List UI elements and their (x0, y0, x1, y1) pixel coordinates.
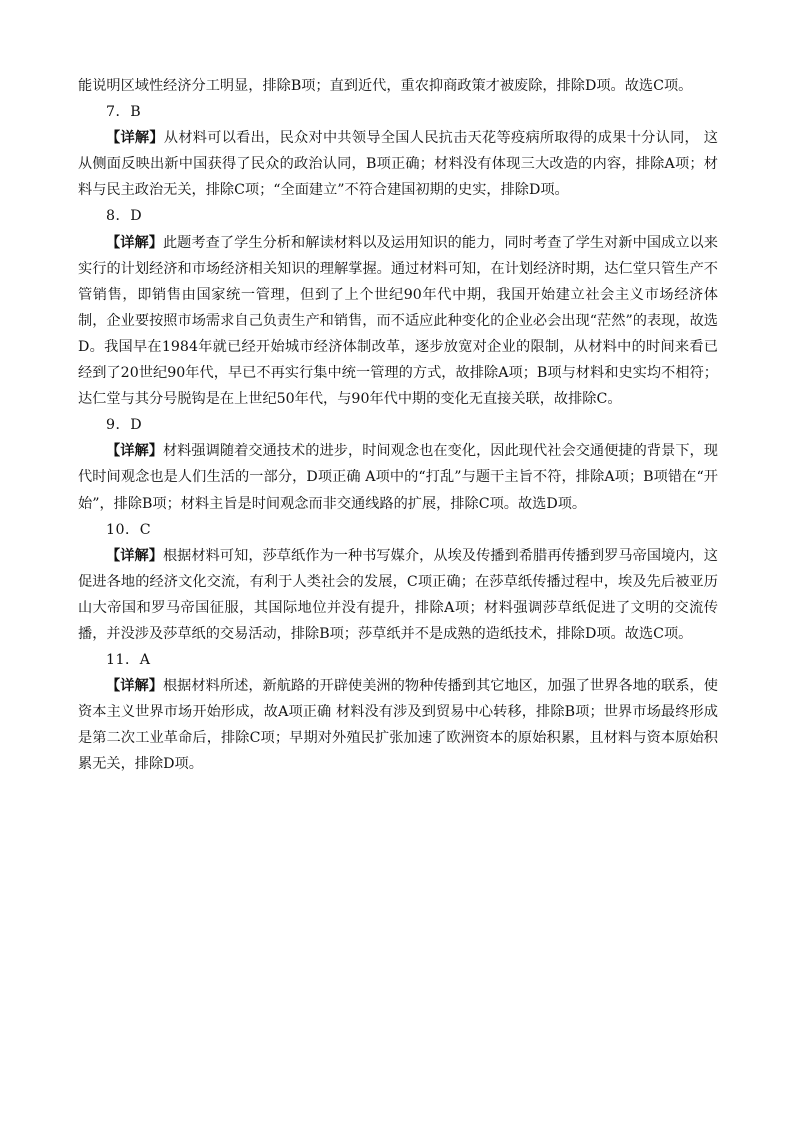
question-11-text: 根据材料所述，新航路的开辟使美洲的物种传播到其它地区，加强了世界各地的联系，使资本主义世界市场开始形成，故A项正确 材料没有涉及到贸易中心转移，排除B项；世界市场最终形成是第二次工业革命后，排除C项；早期对外殖民扩张加速了欧洲资本的原始积累，且材料与资本原始积累无关，排除D项。 (78, 678, 718, 773)
detail-tag: 【详解】 (106, 547, 163, 564)
intro-paragraph (78, 73, 718, 99)
question-7-text: 从材料可以看出，民众对中共领导全国人民抗击天花等疫病所取得的成果十分认同， 这从侧面反映出新中国获得了民众的政治认同，B项正确；材料没有体现三大改造的内容，排除A项；材料与民主政治无关，排除C项；“全面建立”不符合建国初期的史实，排除D项。 (78, 130, 718, 199)
question-8-explanation (78, 230, 718, 413)
detail-tag: 【详解】 (106, 443, 163, 460)
question-11-explanation (78, 673, 718, 777)
question-7-answer: 7．B (106, 104, 142, 121)
detail-tag: 【详解】 (106, 678, 163, 695)
question-9-text: 材料强调随着交通技术的进步，时间观念也在变化，因此现代社会交通便捷的背景下，现代时间观念也是人们生活的一部分，D项正确 A项中的“打乱”与题干主旨不符，排除A项；B项错在“开始”，排除B项；材料主旨是时间观念而非交通线路的扩展，排除C项。故选D项。 (78, 443, 718, 512)
question-9-explanation (78, 438, 718, 516)
question-8-answer: 8．D (106, 208, 143, 225)
question-10-answer: 10．C (106, 521, 152, 538)
question-9-answer: 9．D (106, 417, 143, 434)
detail-tag: 【详解】 (106, 234, 163, 251)
question-10-explanation (78, 543, 718, 647)
question-10-text: 根据材料可知，莎草纸作为一种书写媒介，从埃及传播到希腊再传播到罗马帝国境内，这促进各地的经济文化交流，有利于人类社会的发展，C项正确；在莎草纸传播过程中，埃及先后被亚历山大帝国和罗马帝国征服，其国际地位并没有提升，排除A项；材料强调莎草纸促进了文明的交流传播，并没涉及莎草纸的交易活动，排除B项；莎草纸并不是成熟的造纸技术，排除D项。故选C项。 (78, 547, 718, 642)
question-7-explanation (78, 125, 718, 203)
question-11-answer: 11．A (106, 652, 151, 669)
answer-explanations (78, 73, 718, 778)
detail-tag: 【详解】 (106, 130, 164, 147)
intro-text: 能说明区域性经济分工明显，排除B项；直到近代，重农抑商政策才被废除，排除D项。故选C项。 (78, 78, 693, 94)
question-8-text: 此题考查了学生分析和解读材料以及运用知识的能力，同时考查了学生对新中国成立以来实行的计划经济和市场经济相关知识的理解掌握。通过材料可知，在计划经济时期，达仁堂只管生产不管销售，即销售由国家统一管理，但到了上个世纪90年代中期，我国开始建立社会主义市场经济体制，企业要按照市场需求自己负责生产和销售，而不适应此种变化的企业必会出现“茫然”的表现，故选D。我国早在1984年就已经开始城市经济体制改革，逐步放宽对企业的限制，从材料中的时间来看已经到了20世纪90年代，早已不再实行集中统一管理的方式，故排除A项；B项与材料和史实均不相符；达仁堂与其分号脱钩是在上世纪50年代，与90年代中期的变化无直接关联，故排除C。 (78, 234, 718, 408)
